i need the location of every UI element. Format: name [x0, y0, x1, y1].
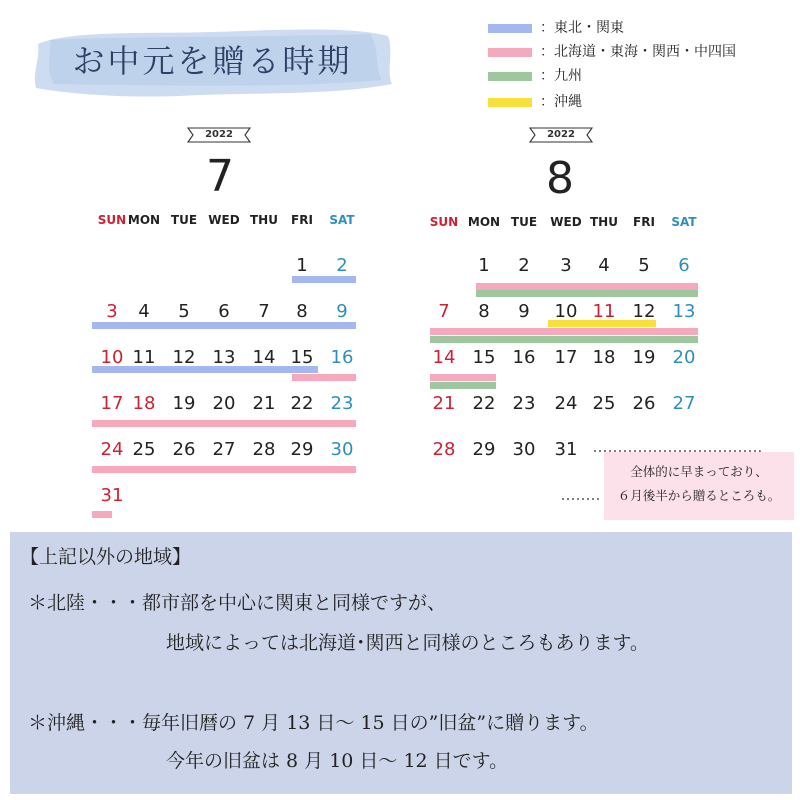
info-box [10, 532, 792, 794]
note-box [604, 452, 794, 520]
year-ribbon [186, 127, 252, 143]
legend-label: ：北海道・東海・関西・中四国 [540, 44, 736, 60]
legend-label: ：九州 [540, 68, 582, 84]
weekday-header: FRI [291, 213, 313, 227]
calendar-day: 20 [212, 393, 236, 414]
calendar-day: 30 [330, 439, 354, 460]
calendar-day: 28 [432, 439, 456, 460]
calendar-day: 15 [472, 347, 496, 368]
weekday-header: WED [550, 215, 582, 229]
region-period-bar [476, 290, 698, 297]
region-period-bar [292, 374, 356, 381]
calendar-day: 18 [132, 393, 156, 414]
info-heading: 【上記以外の地域】 [20, 546, 192, 568]
weekday-header: SUN [97, 213, 127, 227]
calendar-day: 5 [638, 255, 650, 276]
month-number: 7 [206, 151, 234, 202]
info-line: 地域によっては北海道･関西と同様のところもあります。 [166, 632, 649, 654]
info-line: ＊北陸・・・都市部を中心に関東と同様ですが、 [28, 592, 447, 614]
legend-swatch [488, 98, 532, 107]
calendar-day: 6 [218, 301, 230, 322]
legend-label: ：沖縄 [540, 94, 582, 110]
year-label: 2022 [547, 129, 575, 140]
calendar-day: 13 [212, 347, 236, 368]
calendar-day: 12 [172, 347, 196, 368]
calendar-day: 19 [172, 393, 196, 414]
weekday-header: TUE [170, 213, 198, 227]
calendar-day: 3 [106, 301, 118, 322]
title-banner [30, 22, 395, 100]
calendar-day: 17 [100, 393, 124, 414]
note-text [604, 460, 794, 508]
calendar-day: 20 [672, 347, 696, 368]
calendar-day: 18 [592, 347, 616, 368]
calendar-day: 25 [132, 439, 156, 460]
note-line: ６月後半から贈るところも。 [617, 488, 781, 503]
calendar-day: 26 [172, 439, 196, 460]
year-ribbon [528, 127, 594, 143]
region-period-bar [430, 382, 496, 389]
weekday-header: MON [467, 215, 501, 229]
weekday-header: SUN [429, 215, 459, 229]
calendar-day: 10 [554, 301, 578, 322]
calendar-day: 8 [296, 301, 308, 322]
calendar-day: 4 [598, 255, 610, 276]
calendar-day: 12 [632, 301, 656, 322]
region-period-bar [430, 328, 698, 335]
calendar-day: 7 [438, 301, 450, 322]
calendar-day: 9 [518, 301, 530, 322]
calendar-day: 14 [432, 347, 456, 368]
calendar-day: 30 [512, 439, 536, 460]
calendar-day: 25 [592, 393, 616, 414]
calendar-day: 16 [512, 347, 536, 368]
calendar-day: 1 [478, 255, 490, 276]
weekday-header: SAT [329, 213, 355, 227]
region-period-bar [92, 420, 356, 427]
legend-swatch [488, 24, 532, 33]
year-label: 2022 [205, 129, 233, 140]
weekday-header: WED [208, 213, 240, 227]
weekday-header: MON [127, 213, 161, 227]
calendar-day: 24 [100, 439, 124, 460]
note-line: 全体的に早まっており、 [630, 464, 768, 479]
calendar-day: 31 [100, 485, 124, 506]
calendar-day: 5 [178, 301, 190, 322]
calendar-day: 23 [330, 393, 354, 414]
calendar-day: 26 [632, 393, 656, 414]
info-line: 今年の旧盆は 8 月 10 日～ 12 日です。 [166, 750, 509, 772]
legend-label: ：東北・関東 [540, 20, 624, 36]
calendar-day: 24 [554, 393, 578, 414]
calendar-day: 16 [330, 347, 354, 368]
region-period-bar [92, 511, 112, 518]
calendar-day: 14 [252, 347, 276, 368]
calendar-day: 2 [518, 255, 530, 276]
calendar-day: 11 [592, 301, 616, 322]
calendar-day: 19 [632, 347, 656, 368]
region-period-bar [430, 336, 698, 343]
weekday-header: SAT [671, 215, 697, 229]
calendar-day: 27 [212, 439, 236, 460]
page-title: お中元を贈る時期 [72, 42, 353, 80]
legend-swatch [488, 48, 532, 57]
calendar-day: 23 [512, 393, 536, 414]
calendar-day: 2 [336, 255, 348, 276]
calendar-day: 8 [478, 301, 490, 322]
calendar-day: 1 [296, 255, 308, 276]
month-number: 8 [546, 153, 574, 204]
region-period-bar [476, 283, 698, 290]
region-period-bar [92, 466, 356, 473]
calendar-day: 31 [554, 439, 578, 460]
calendar-day: 7 [258, 301, 270, 322]
calendar-day: 6 [678, 255, 690, 276]
calendar-day: 13 [672, 301, 696, 322]
weekday-header: THU [250, 213, 278, 227]
calendar-day: 22 [290, 393, 314, 414]
legend-swatch [488, 72, 532, 81]
weekday-header: THU [590, 215, 618, 229]
calendar-day: 21 [432, 393, 456, 414]
calendar-day: 21 [252, 393, 276, 414]
calendar-day: 10 [100, 347, 124, 368]
calendar-day: 22 [472, 393, 496, 414]
calendar-day: 29 [472, 439, 496, 460]
calendar-day: 27 [672, 393, 696, 414]
calendar-day: 3 [560, 255, 572, 276]
info-line: ＊沖縄・・・毎年旧暦の 7 月 13 日～ 15 日の”旧盆”に贈ります。 [28, 712, 599, 734]
calendar-day: 15 [290, 347, 314, 368]
calendar-day: 9 [336, 301, 348, 322]
calendar-day: 29 [290, 439, 314, 460]
weekday-header: FRI [633, 215, 655, 229]
calendar-day: 17 [554, 347, 578, 368]
calendar-day: 11 [132, 347, 156, 368]
calendar-day: 28 [252, 439, 276, 460]
region-period-bar [430, 374, 496, 381]
weekday-header: TUE [510, 215, 538, 229]
calendar-day: 4 [138, 301, 150, 322]
